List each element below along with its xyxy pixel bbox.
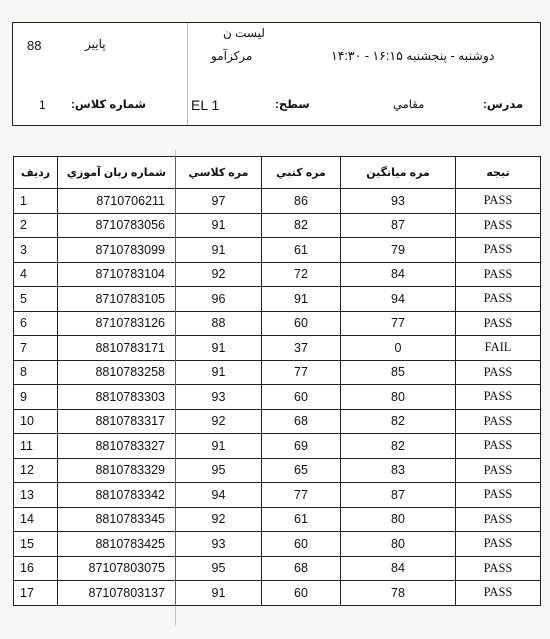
table-row [14, 483, 541, 508]
cell-row-number: 2 [14, 213, 58, 238]
cell-class-score: 95 [176, 458, 262, 483]
cell-midterm-score: 82 [341, 434, 456, 459]
table-header-row [14, 157, 541, 189]
cell-result: PASS [456, 385, 541, 410]
cell-written-score: 61 [262, 238, 341, 263]
cell-midterm-score: 0 [341, 336, 456, 361]
cell-result: PASS [456, 458, 541, 483]
cell-written-score: 61 [262, 507, 341, 532]
term-name: پاییز [85, 37, 106, 51]
cell-class-score: 93 [176, 385, 262, 410]
cell-row-number: 9 [14, 385, 58, 410]
cell-row-number: 17 [14, 581, 58, 606]
cell-result: PASS [456, 507, 541, 532]
cell-student-id: 8710783105 [58, 287, 176, 312]
table-row [14, 189, 541, 214]
cell-result: PASS [456, 287, 541, 312]
cell-class-score: 97 [176, 189, 262, 214]
table-row [14, 507, 541, 532]
cell-result: PASS [456, 262, 541, 287]
cell-midterm-score: 93 [341, 189, 456, 214]
cell-student-id: 8810783329 [58, 458, 176, 483]
cell-row-number: 13 [14, 483, 58, 508]
cell-student-id: 8710706211 [58, 189, 176, 214]
cell-class-score: 91 [176, 238, 262, 263]
cell-written-score: 82 [262, 213, 341, 238]
cell-student-id: 87107803075 [58, 556, 176, 581]
cell-midterm-score: 85 [341, 360, 456, 385]
grades-table [13, 156, 541, 606]
center-name: مرکزآمو [211, 49, 253, 63]
cell-midterm-score: 94 [341, 287, 456, 312]
cell-class-score: 88 [176, 311, 262, 336]
cell-class-score: 91 [176, 581, 262, 606]
table-row [14, 556, 541, 581]
cell-row-number: 1 [14, 189, 58, 214]
cell-midterm-score: 84 [341, 556, 456, 581]
cell-student-id: 8810783171 [58, 336, 176, 361]
teacher-label: مدرس: [483, 99, 524, 111]
cell-midterm-score: 80 [341, 385, 456, 410]
page-fold-seam [175, 150, 176, 625]
col-header-written-score: مره كتبي [262, 157, 341, 189]
level-label: سطح: [275, 99, 310, 111]
cell-written-score: 86 [262, 189, 341, 214]
cell-student-id: 8710783126 [58, 311, 176, 336]
table-row [14, 581, 541, 606]
cell-midterm-score: 80 [341, 532, 456, 557]
cell-student-id: 8810783345 [58, 507, 176, 532]
level-value: EL 1 [191, 97, 220, 113]
col-header-midterm-score: مره ميانگين [341, 157, 456, 189]
cell-written-score: 68 [262, 409, 341, 434]
cell-result: PASS [456, 581, 541, 606]
cell-written-score: 69 [262, 434, 341, 459]
class-number-value: 1 [39, 98, 46, 112]
cell-student-id: 8810783303 [58, 385, 176, 410]
cell-class-score: 93 [176, 532, 262, 557]
cell-row-number: 12 [14, 458, 58, 483]
table-row [14, 213, 541, 238]
cell-written-score: 72 [262, 262, 341, 287]
cell-written-score: 37 [262, 336, 341, 361]
list-title: لیست ن [223, 26, 265, 40]
cell-class-score: 91 [176, 434, 262, 459]
cell-result: FAIL [456, 336, 541, 361]
table-body [14, 189, 541, 606]
cell-result: PASS [456, 409, 541, 434]
cell-row-number: 10 [14, 409, 58, 434]
cell-row-number: 6 [14, 311, 58, 336]
cell-written-score: 77 [262, 360, 341, 385]
cell-midterm-score: 84 [341, 262, 456, 287]
table-row [14, 385, 541, 410]
cell-row-number: 8 [14, 360, 58, 385]
cell-student-id: 8710783099 [58, 238, 176, 263]
cell-midterm-score: 83 [341, 458, 456, 483]
cell-midterm-score: 87 [341, 483, 456, 508]
cell-class-score: 91 [176, 336, 262, 361]
class-schedule: دوشنبه - پنجشنبه ۱۶:۱۵ - ۱۴:۳۰ [331, 49, 495, 63]
cell-class-score: 94 [176, 483, 262, 508]
cell-student-id: 8710783056 [58, 213, 176, 238]
cell-row-number: 5 [14, 287, 58, 312]
table-row [14, 458, 541, 483]
cell-row-number: 11 [14, 434, 58, 459]
cell-written-score: 68 [262, 556, 341, 581]
cell-written-score: 91 [262, 287, 341, 312]
table-row [14, 434, 541, 459]
col-header-class-score: مره كلاسي [176, 157, 262, 189]
cell-student-id: 8710783104 [58, 262, 176, 287]
cell-class-score: 92 [176, 262, 262, 287]
cell-result: PASS [456, 556, 541, 581]
table-row [14, 287, 541, 312]
cell-result: PASS [456, 238, 541, 263]
cell-midterm-score: 87 [341, 213, 456, 238]
cell-written-score: 77 [262, 483, 341, 508]
table-row [14, 238, 541, 263]
cell-written-score: 60 [262, 385, 341, 410]
cell-student-id: 8810783317 [58, 409, 176, 434]
cell-midterm-score: 77 [341, 311, 456, 336]
table-row [14, 360, 541, 385]
table-row [14, 311, 541, 336]
cell-result: PASS [456, 189, 541, 214]
cell-class-score: 92 [176, 409, 262, 434]
cell-student-id: 8810783425 [58, 532, 176, 557]
cell-result: PASS [456, 483, 541, 508]
col-header-student-id: شماره زبان آموزي [58, 157, 176, 189]
cell-student-id: 8810783327 [58, 434, 176, 459]
cell-row-number: 7 [14, 336, 58, 361]
cell-midterm-score: 79 [341, 238, 456, 263]
col-header-result: تيجه [456, 157, 541, 189]
table-row [14, 262, 541, 287]
col-header-row: رديف [14, 157, 58, 189]
table-row [14, 336, 541, 361]
page-fold-line [187, 23, 188, 125]
teacher-name: مقامي [393, 99, 425, 111]
cell-class-score: 91 [176, 213, 262, 238]
cell-midterm-score: 78 [341, 581, 456, 606]
cell-class-score: 95 [176, 556, 262, 581]
cell-result: PASS [456, 532, 541, 557]
cell-result: PASS [456, 360, 541, 385]
cell-student-id: 8810783258 [58, 360, 176, 385]
cell-midterm-score: 82 [341, 409, 456, 434]
cell-result: PASS [456, 311, 541, 336]
cell-result: PASS [456, 213, 541, 238]
cell-row-number: 3 [14, 238, 58, 263]
cell-written-score: 60 [262, 311, 341, 336]
class-info-header [12, 22, 541, 126]
cell-written-score: 60 [262, 532, 341, 557]
cell-student-id: 8810783342 [58, 483, 176, 508]
cell-row-number: 16 [14, 556, 58, 581]
cell-class-score: 92 [176, 507, 262, 532]
table-row [14, 409, 541, 434]
table-row [14, 532, 541, 557]
cell-written-score: 65 [262, 458, 341, 483]
cell-class-score: 91 [176, 360, 262, 385]
cell-written-score: 60 [262, 581, 341, 606]
term-code: 88 [27, 38, 42, 53]
cell-student-id: 87107803137 [58, 581, 176, 606]
class-number-label: شماره كلاس: [71, 99, 147, 111]
cell-row-number: 14 [14, 507, 58, 532]
cell-midterm-score: 80 [341, 507, 456, 532]
cell-result: PASS [456, 434, 541, 459]
cell-class-score: 96 [176, 287, 262, 312]
cell-row-number: 4 [14, 262, 58, 287]
cell-row-number: 15 [14, 532, 58, 557]
